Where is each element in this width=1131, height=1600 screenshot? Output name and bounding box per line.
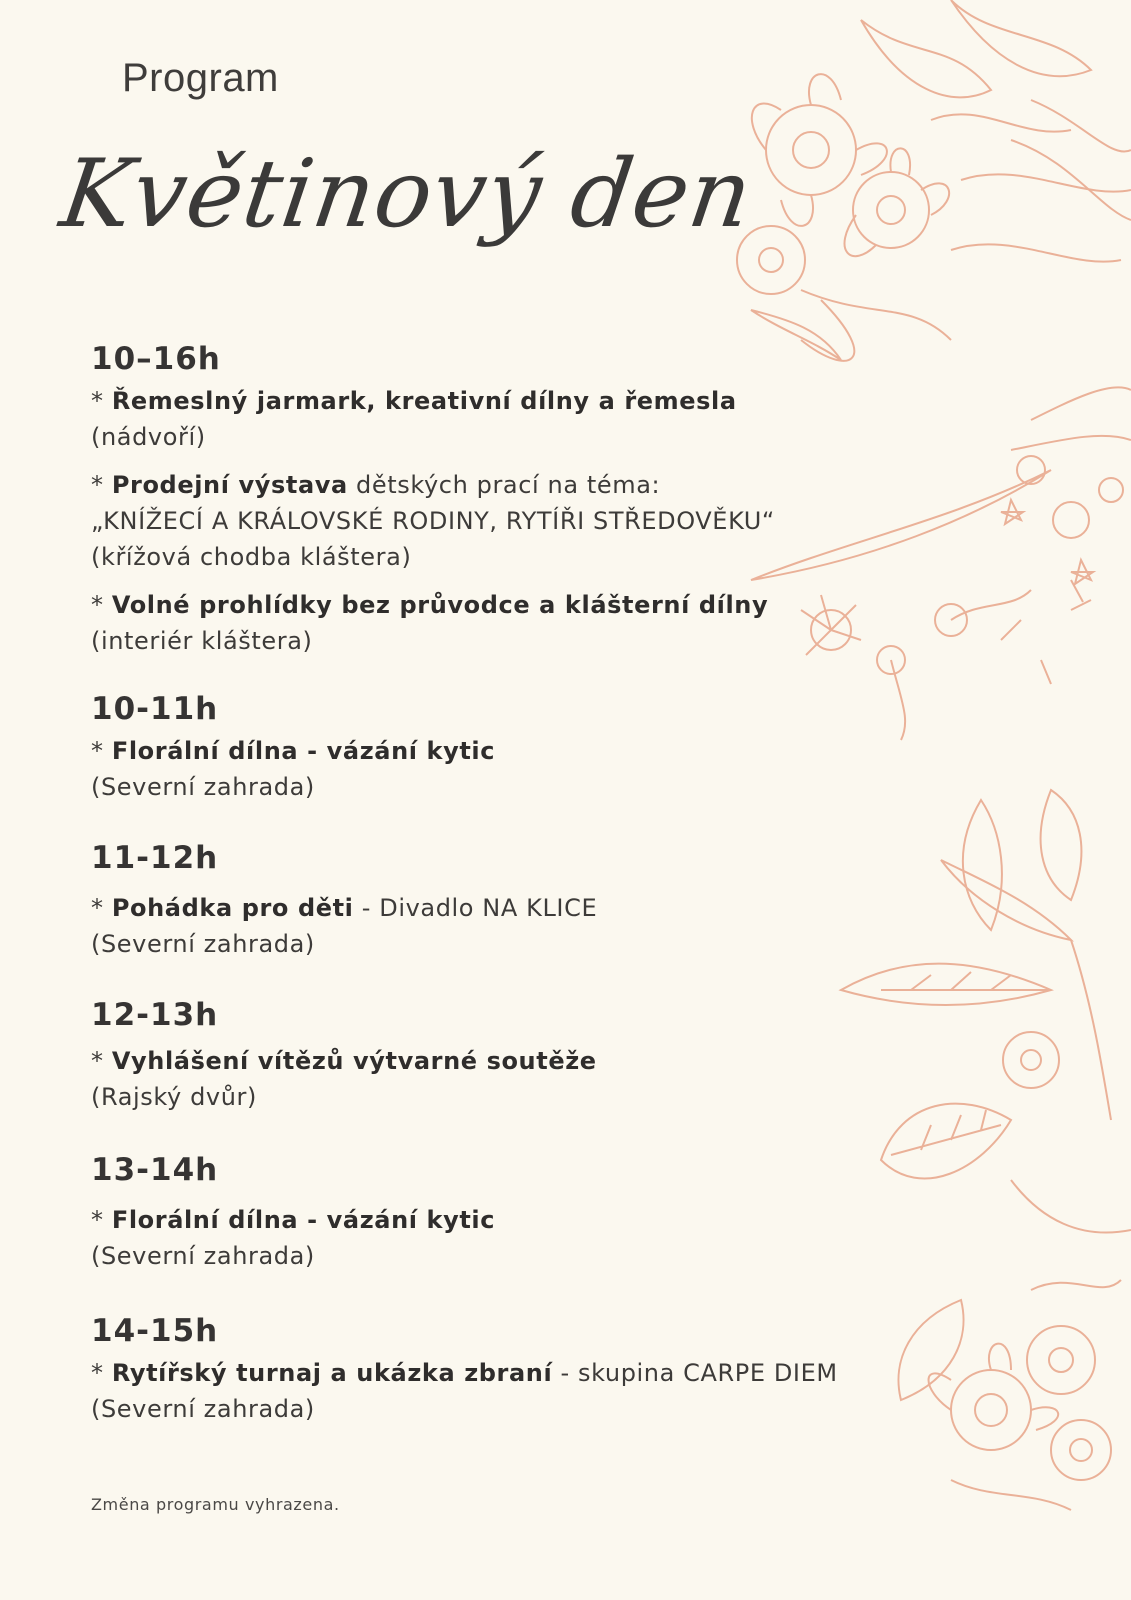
item-bullet: * bbox=[91, 1047, 112, 1075]
schedule-item bbox=[91, 383, 871, 455]
item-bullet: * bbox=[91, 591, 112, 619]
item-bullet: * bbox=[91, 737, 112, 765]
schedule-slot bbox=[91, 840, 871, 962]
flower-cluster-bottom-icon bbox=[899, 1280, 1122, 1510]
schedule-item bbox=[91, 1355, 871, 1427]
item-theme: „KNÍŽECÍ A KRÁLOVSKÉ RODINY, RYTÍŘI STŘEDOVĚKU“ bbox=[91, 507, 775, 535]
program-change-note: Změna programu vyhrazena. bbox=[91, 1495, 340, 1514]
slot-time: 10-11h bbox=[91, 691, 219, 727]
item-description: - skupina CARPE DIEM bbox=[552, 1359, 838, 1387]
item-location: (nádvoří) bbox=[91, 423, 206, 451]
leaf-branch-icon bbox=[841, 790, 1131, 1233]
item-title: Rytířský turnaj a ukázka zbraní bbox=[111, 1359, 553, 1387]
item-title: Vyhlášení vítězů výtvarné soutěže bbox=[111, 1047, 597, 1075]
item-description: dětských prací na téma: bbox=[347, 471, 661, 499]
slot-time: 10–16h bbox=[91, 341, 221, 377]
item-location: (interiér kláštera) bbox=[91, 627, 313, 655]
item-title: Pohádka pro děti bbox=[111, 894, 354, 922]
item-location: (křížová chodba kláštera) bbox=[91, 543, 412, 571]
schedule-slot bbox=[91, 341, 871, 659]
schedule-slot bbox=[91, 1313, 871, 1427]
program-label: Program bbox=[122, 56, 279, 100]
item-description: - Divadlo NA KLICE bbox=[353, 894, 598, 922]
schedule-slot bbox=[91, 997, 871, 1115]
schedule-item bbox=[91, 1043, 871, 1115]
flower-cluster-top-icon bbox=[737, 0, 1131, 361]
item-bullet: * bbox=[91, 387, 112, 415]
slot-time: 14-15h bbox=[91, 1313, 219, 1349]
item-title: Volné prohlídky bez průvodce a klášterní dílny bbox=[111, 591, 769, 619]
item-bullet: * bbox=[91, 471, 112, 499]
item-title: Florální dílna - vázání kytic bbox=[111, 1206, 496, 1234]
schedule-slot bbox=[91, 691, 871, 805]
slot-time: 11-12h bbox=[91, 840, 219, 876]
schedule-item bbox=[91, 587, 871, 659]
item-location: (Rajský dvůr) bbox=[91, 1083, 257, 1111]
event-title: Květinový den bbox=[54, 140, 760, 249]
item-bullet: * bbox=[91, 1206, 112, 1234]
item-title: Řemeslný jarmark, kreativní dílny a řemesla bbox=[111, 387, 737, 415]
schedule-item bbox=[91, 890, 871, 962]
item-bullet: * bbox=[91, 894, 112, 922]
item-location: (Severní zahrada) bbox=[91, 1242, 315, 1270]
item-bullet: * bbox=[91, 1359, 112, 1387]
item-location: (Severní zahrada) bbox=[91, 930, 315, 958]
schedule-slot bbox=[91, 1152, 871, 1274]
item-location: (Severní zahrada) bbox=[91, 773, 315, 801]
schedule-item bbox=[91, 467, 871, 575]
slot-time: 13-14h bbox=[91, 1152, 219, 1188]
item-location: (Severní zahrada) bbox=[91, 1395, 315, 1423]
item-title: Prodejní výstava bbox=[111, 471, 348, 499]
schedule-item bbox=[91, 1202, 871, 1274]
slot-time: 12-13h bbox=[91, 997, 219, 1033]
schedule-item bbox=[91, 733, 871, 805]
item-title: Florální dílna - vázání kytic bbox=[111, 737, 496, 765]
